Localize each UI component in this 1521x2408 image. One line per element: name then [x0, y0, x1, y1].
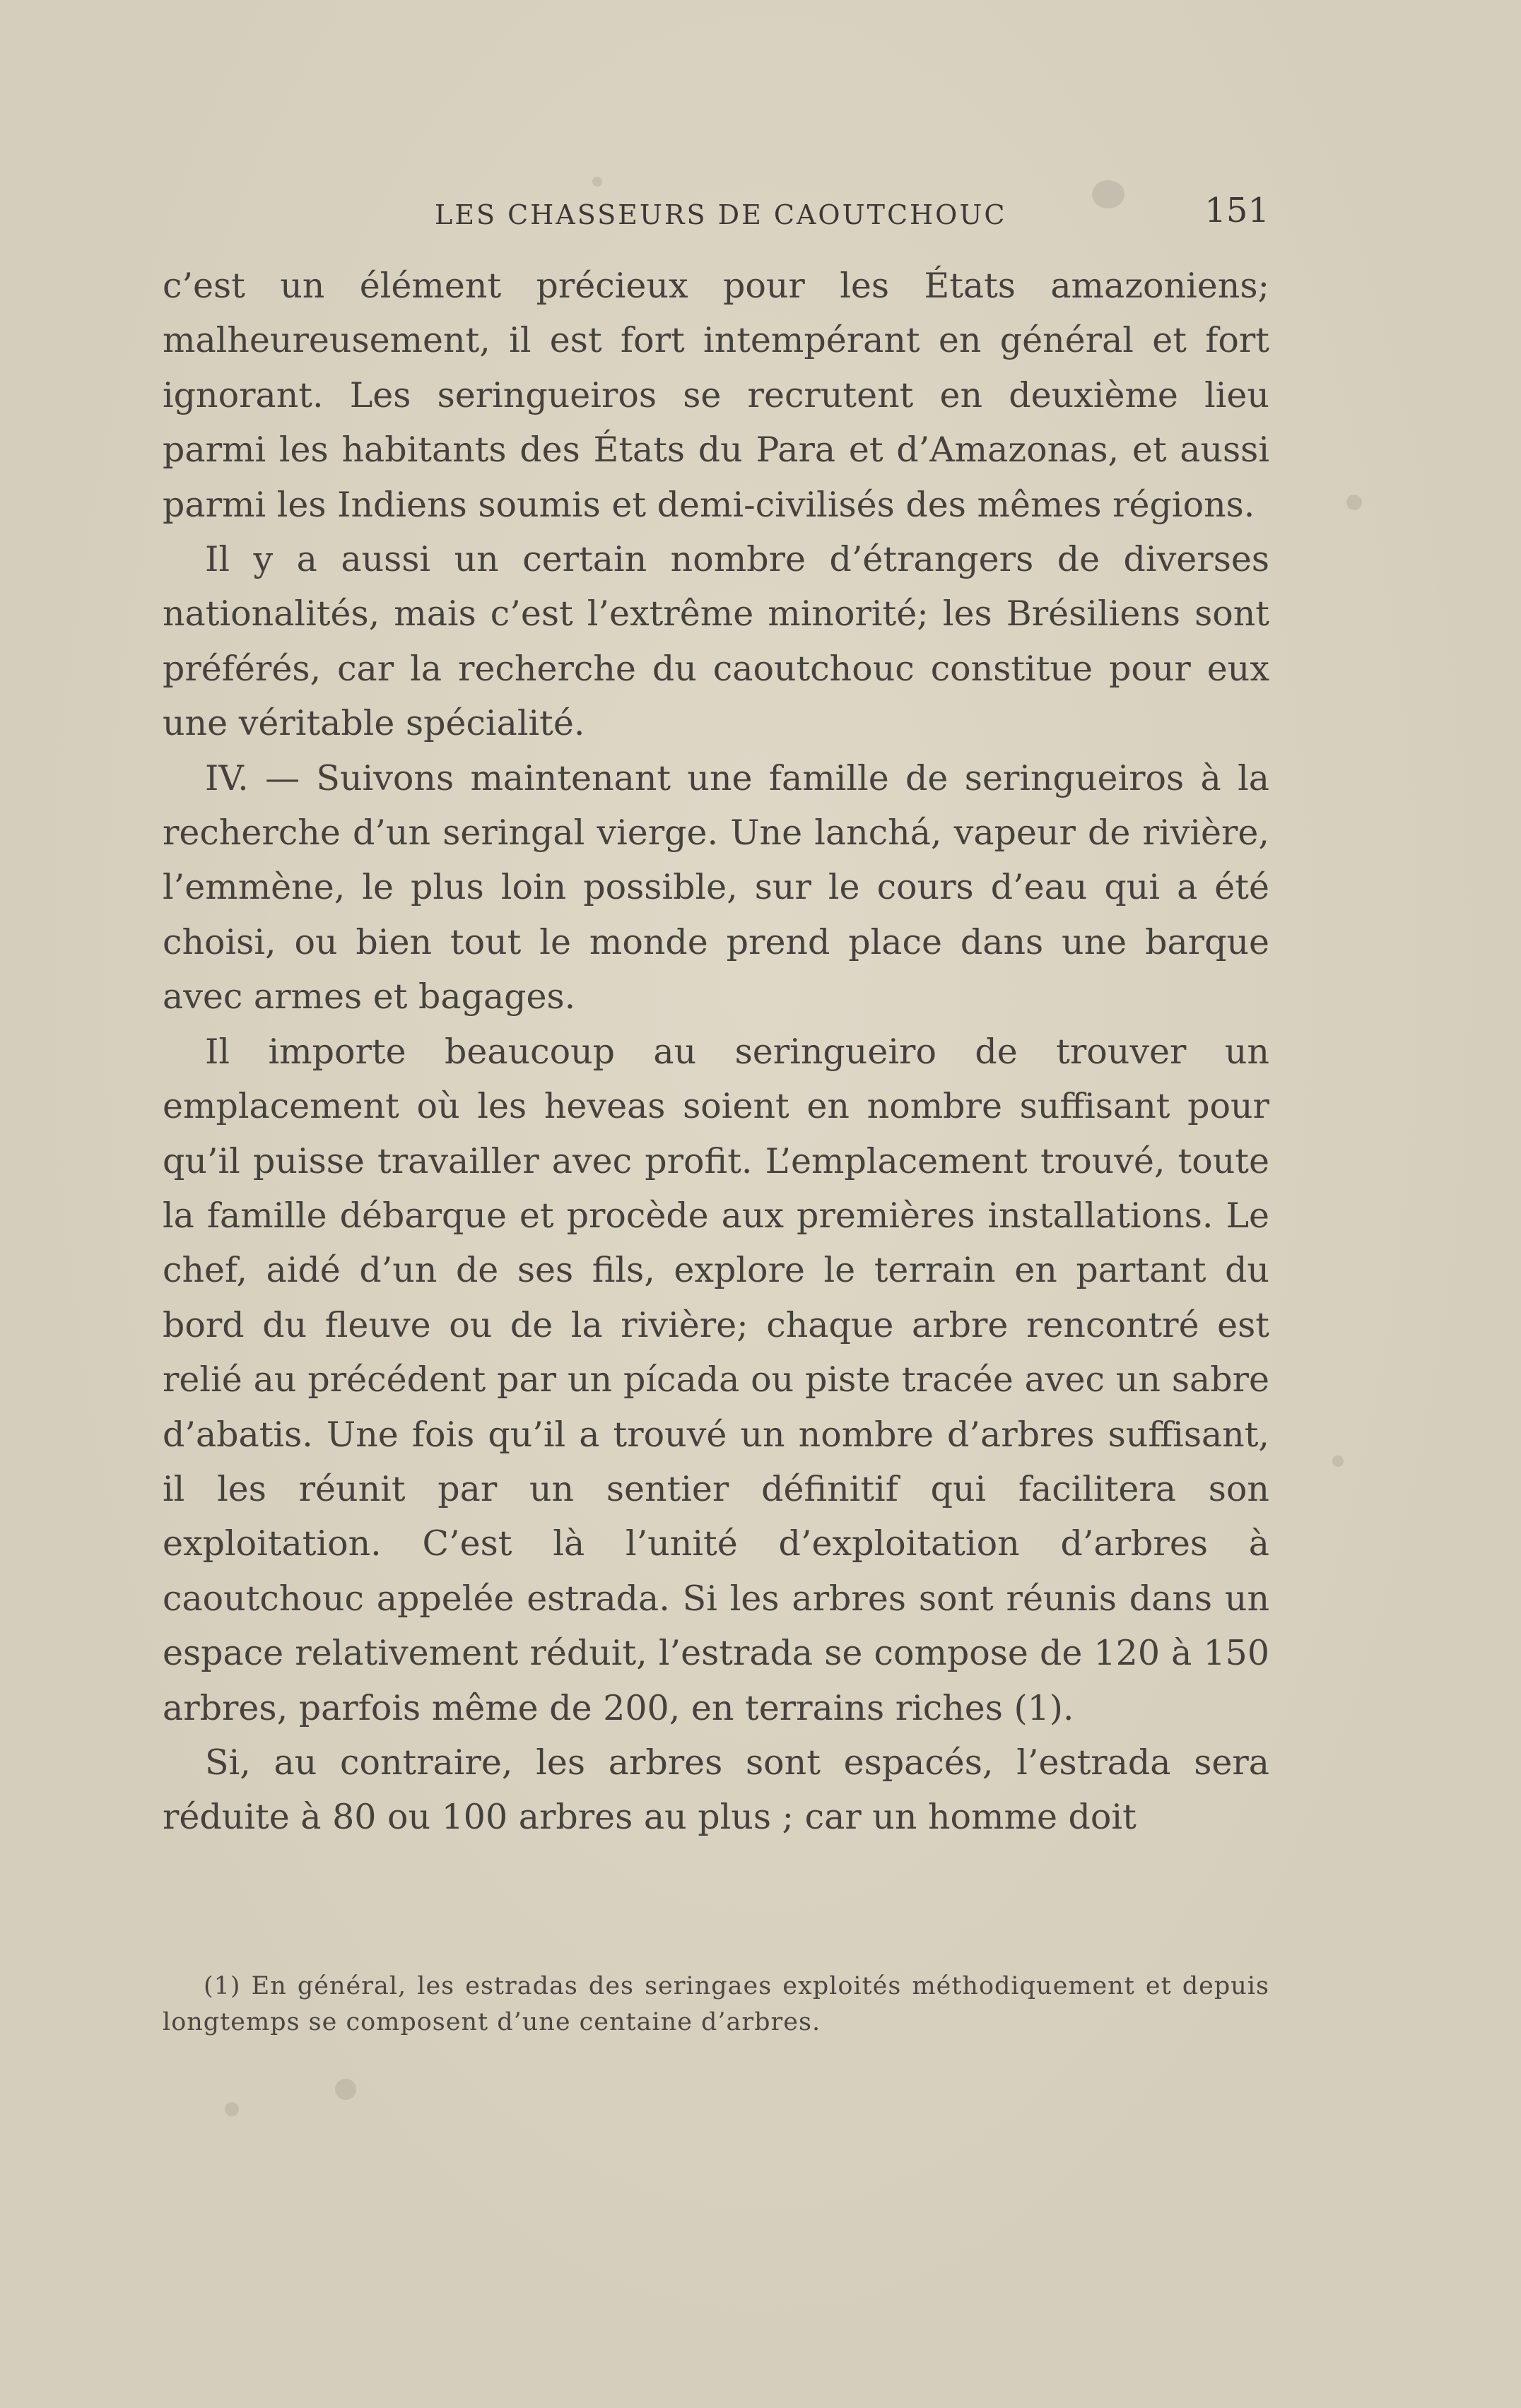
footnote	[163, 1969, 1269, 2041]
running-title: LES CHASSEURS DE CAOUTCHOUC	[435, 199, 1007, 230]
paper-speck	[592, 177, 602, 187]
paper-speck	[1332, 1456, 1344, 1467]
paragraph: IV. — Suivons maintenant une famille de seringueiros à la recherche d’un seringal vierge. Une lanchá, vapeur de rivière, l’emmène, le plus loin possible, sur le cours d’eau qui a été choisi, ou bien tout le monde prend place dans une barque avec armes et bagages.	[163, 757, 1269, 1017]
footnote-text: (1) En général, les estradas des seringaes exploités méthodiquement et depuis longtemps se composent d’une centaine d’arbres.	[163, 1972, 1269, 2036]
page-number: 151	[1204, 191, 1269, 230]
paper-speck	[335, 2079, 356, 2100]
paper-speck	[225, 2102, 239, 2116]
paragraph: c’est un élément précieux pour les États amazoniens; malheureusement, il est fort intempérant en général et fort ignorant. Les seringueiros se recrutent en deuxième lieu parmi les habitants des États du Para et d’Amazonas, et aussi parmi les Indiens soumis et demi-civilisés des mêmes régions.	[163, 266, 1269, 525]
paper-speck	[1346, 495, 1362, 510]
paragraph: Il importe beaucoup au seringueiro de trouver un emplacement où les heveas soient en nombre suffisant pour qu’il puisse travailler avec profit. L’emplacement trouvé, toute la famille débarque et procède aux premières installations. Le chef, aidé d’un de ses fils, explore le terrain en partant du bord du fleuve ou de la rivière; chaque arbre rencontré est relié au précédent par un pícada ou piste tracée avec un sabre d’abatis. Une fois qu’il a trouvé un nombre d’arbres suffisant, il les réunit par un sentier définitif qui facilitera son exploitation. C’est là l’unité d’exploitation d’arbres à caoutchouc appelée estrada. Si les arbres sont réunis dans un espace relativement réduit, l’estrada se compose de 120 à 150 arbres, parfois même de 200, en terrains riches (1).	[163, 1031, 1269, 1728]
body-text	[163, 259, 1269, 1845]
paragraph: Il y a aussi un certain nombre d’étrangers de diverses nationalités, mais c’est l’extrême minorité; les Brésiliens sont préférés, car la recherche du caoutchouc constitue pour eux une véritable spécialité.	[163, 539, 1269, 744]
paragraph: Si, au contraire, les arbres sont espacés, l’estrada sera réduite à 80 ou 100 arbres au plus ; car un homme doit	[163, 1742, 1269, 1838]
running-head	[163, 191, 1269, 240]
